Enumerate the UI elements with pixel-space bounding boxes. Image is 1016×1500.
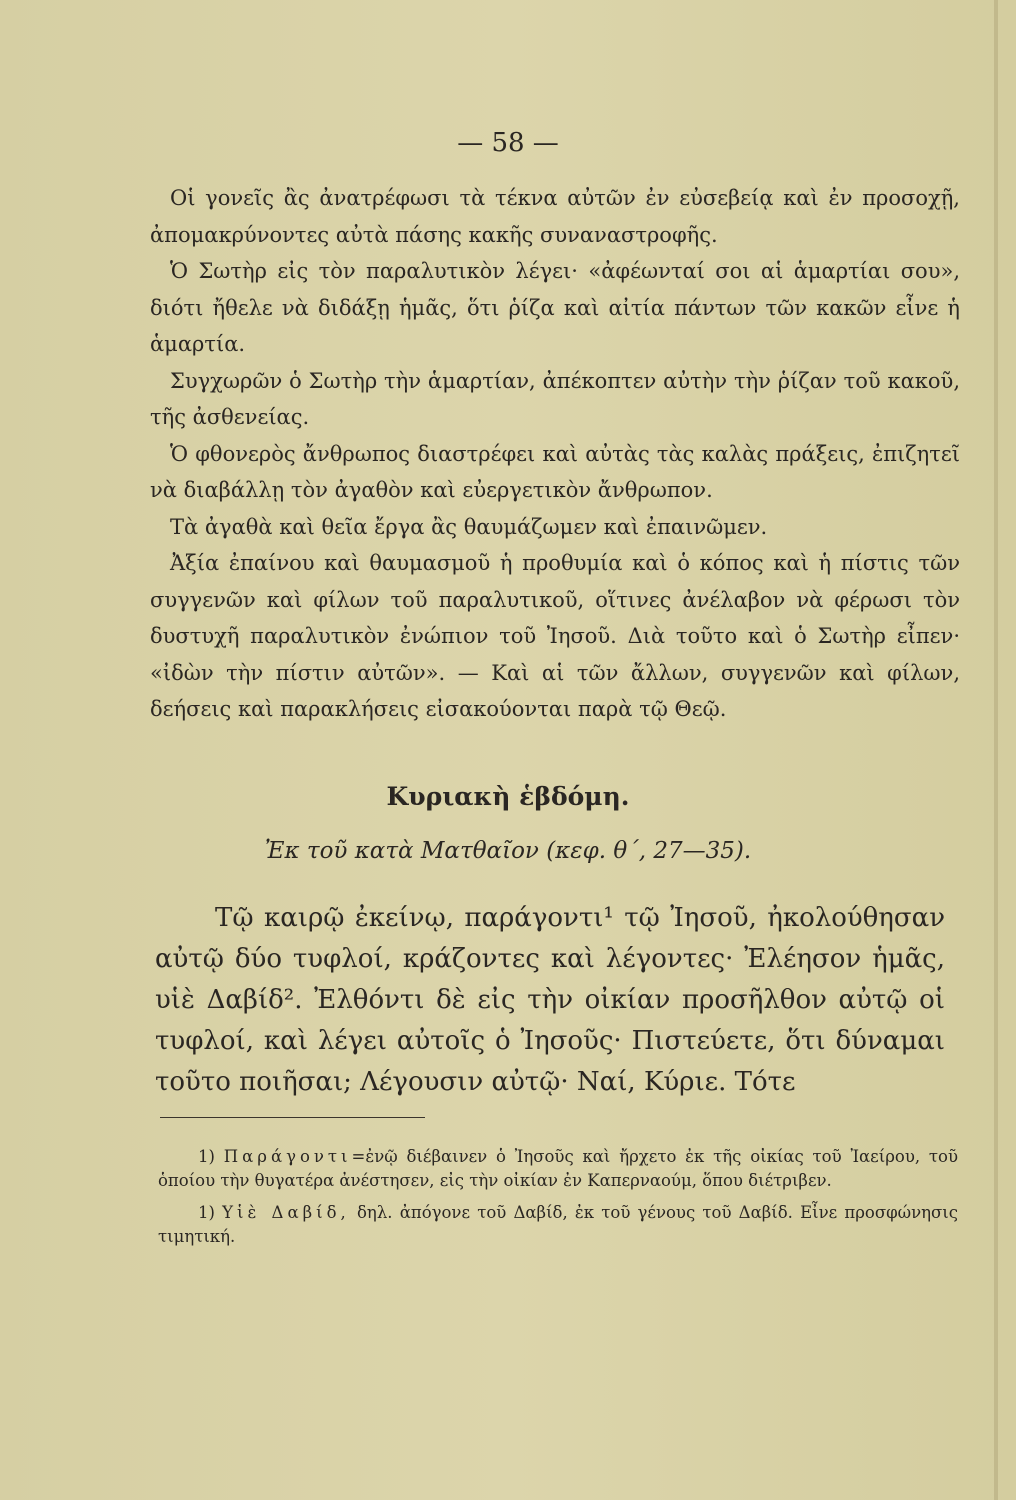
footnote-text: =ἐνῷ διέβαινεν ὁ Ἰησοῦς καὶ ἤρχετο ἐκ τῆς οἰκίας τοῦ Ἰαείρου, τοῦ ὁποίου τὴν θυγατέρα ἀνέστησεν, εἰς τὴν οἰκίαν ἐν Καπερναούμ, ὅπου διέτριβεν. xyxy=(158,1147,958,1190)
footnotes xyxy=(158,1145,958,1257)
section-subheading: Ἐκ τοῦ κατὰ Ματθαῖον (κεφ. θ΄, 27—35). xyxy=(264,838,752,864)
footnote-marker: 1) xyxy=(198,1203,215,1222)
page-edge xyxy=(994,0,998,1500)
footnote-text: δηλ. ἀπόγονε τοῦ Δαβίδ, ἐκ τοῦ γένους τοῦ Δαβίδ. Εἶνε προσφώνησις τιμητική. xyxy=(158,1203,959,1246)
paragraph: Ὁ Σωτὴρ εἰς τὸν παραλυτικὸν λέγει· «ἀφέωνταί σοι αἱ ἁμαρτίαι σου», διότι ἤθελε νὰ διδάξῃ ἡμᾶς, ὅτι ῥίζα καὶ αἰτία πάντων τῶν κακῶν εἶνε ἡ ἁμαρτία. xyxy=(150,259,960,356)
footnote-marker: 1) xyxy=(198,1147,215,1166)
page-number: — 58 — xyxy=(457,128,559,158)
paragraph: Ἀξία ἐπαίνου καὶ θαυμασμοῦ ἡ προθυμία καὶ ὁ κόπος καὶ ἡ πίστις τῶν συγγενῶν καὶ φίλων τοῦ παραλυτικοῦ, οἵτινες ἀνέλαβον νὰ φέρωσι τὸν δυστυχῆ παραλυτικὸν ἐνώπιον τοῦ Ἰησοῦ. Διὰ τοῦτο καὶ ὁ Σωτὴρ εἶπεν· «ἰδὼν τὴν πίστιν αὐτῶν». — Καὶ αἱ τῶν ἄλλων, συγγενῶν καὶ φίλων, δεήσεις καὶ παρακλήσεις εἰσακούονται παρὰ τῷ Θεῷ. xyxy=(150,551,960,721)
footnote-term: Παράγοντι xyxy=(223,1147,352,1166)
paragraph: Οἱ γονεῖς ἂς ἀνατρέφωσι τὰ τέκνα αὐτῶν ἐν εὐσεβείᾳ καὶ ἐν προσοχῇ, ἀπομακρύνοντες αὐτὰ πάσης κακῆς συναναστροφῆς. xyxy=(150,186,960,247)
commentary-text xyxy=(150,180,960,728)
paragraph: Συγχωρῶν ὁ Σωτὴρ τὴν ἁμαρτίαν, ἀπέκοπτεν αὐτὴν τὴν ῥίζαν τοῦ κακοῦ, τῆς ἀσθενείας. xyxy=(150,368,960,429)
paragraph: Ὁ φθονερὸς ἄνθρωπος διαστρέφει καὶ αὐτὰς τὰς καλὰς πράξεις, ἐπιζητεῖ νὰ διαβάλλῃ τὸν ἀγαθὸν καὶ εὐεργετικὸν ἄνθρωπον. xyxy=(150,441,960,502)
paragraph: Τὰ ἀγαθὰ καὶ θεῖα ἔργα ἂς θαυμάζωμεν καὶ ἐπαινῶμεν. xyxy=(170,514,768,539)
footnote-rule xyxy=(160,1117,425,1118)
footnote xyxy=(158,1145,958,1193)
section-heading: Κυριακὴ ἑβδόμη. xyxy=(386,782,630,811)
gospel-text: Τῷ καιρῷ ἐκείνῳ, παράγοντι¹ τῷ Ἰησοῦ, ἠκολούθησαν αὐτῷ δύο τυφλοί, κράζοντες καὶ λέγοντες· Ἐλέησον ἡμᾶς, υἱὲ Δαβίδ². Ἐλθόντι δὲ εἰς τὴν οἰκίαν προσῆλθον αὐτῷ οἱ τυφλοί, καὶ λέγει αὐτοῖς ὁ Ἰησοῦς· Πιστεύετε, ὅτι δύναμαι τοῦτο ποιῆσαι; Λέγουσιν αὐτῷ· Ναί, Κύριε. Τότε xyxy=(155,903,945,1097)
footnote xyxy=(158,1201,958,1249)
footnote-term: Υἱὲ Δαβίδ, xyxy=(222,1203,350,1222)
